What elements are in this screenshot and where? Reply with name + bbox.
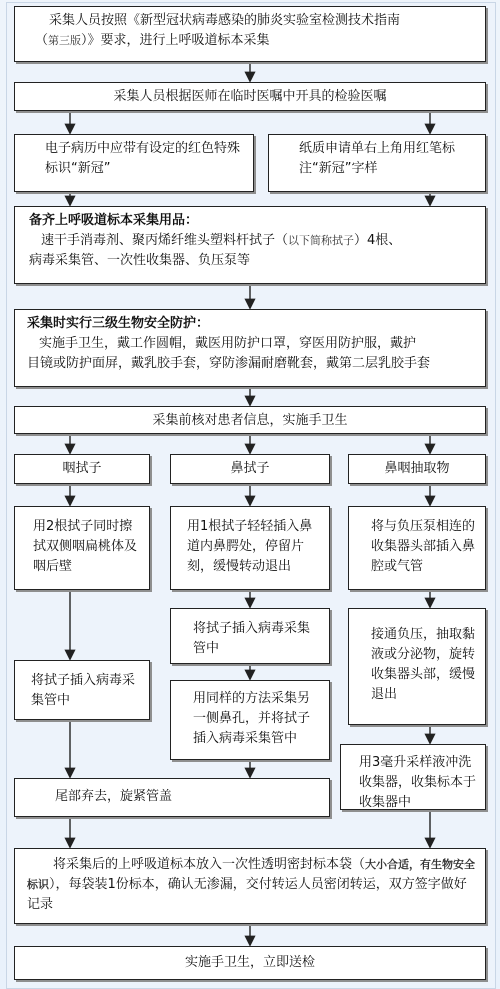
step-guideline [14, 6, 486, 62]
bag-text-prefix: 将采集后的上呼吸道标本放入一次性透明密封标本袋（ [53, 857, 366, 872]
bag-size-note: 大小合适，有生物安全标识 [27, 858, 476, 891]
step-electronic-record [14, 134, 254, 192]
column-head-nasal-swab [170, 454, 330, 484]
supplies-line2: 病毒采集管、一次性收集器、负压泵等 [29, 253, 251, 268]
nasopharyngeal-step-suction-text: 接通负压，抽取黏液或分泌物，旋转收集器头部，缓慢退出 [371, 627, 476, 702]
supplies-line1-prefix: 速干手消毒剂、聚丙烯纤维头塑料杆拭子（ [41, 233, 289, 248]
step-electronic-record-text: 电子病历中应带有设定的红色特殊标识“新冠” [45, 141, 241, 176]
throat-step-insert [14, 660, 150, 720]
bag-text-suffix: ），每袋装1份标本，确认无渗漏，交付转运人员密闭转运，双方签字做好记录 [27, 877, 467, 912]
step-guideline-line2 [35, 31, 477, 51]
step-bag-transport [14, 848, 486, 924]
guide-paren-open: （ [35, 33, 49, 48]
step-hand-hygiene-send [14, 946, 486, 980]
throat-step-insert-text: 将拭子插入病毒采集管中 [31, 673, 136, 708]
supplies-line1 [29, 231, 477, 251]
step-prepare-supplies [14, 206, 486, 284]
column-head-nasopharyngeal [348, 454, 486, 484]
supplies-line1-suffix: ）4根、 [354, 233, 402, 248]
guide-edition: 第三版 [48, 34, 82, 47]
step-paper-request-text: 纸质申请单右上角用红笔标注“新冠”字样 [299, 141, 456, 176]
step-hand-hygiene-send-text: 实施手卫生，立即送检 [184, 955, 315, 970]
step-doctor-order [14, 82, 486, 111]
biosafety-line2: 目镜或防护面屏，戴乳胶手套，穿防渗漏耐磨靴套，戴第二层乳胶手套 [27, 356, 431, 371]
nasopharyngeal-step-rinse [340, 744, 486, 810]
nasopharyngeal-step-insert-collector [348, 506, 486, 590]
supplies-title: 备齐上呼吸道标本采集用品： [29, 213, 199, 228]
nasal-step-swab [170, 506, 330, 590]
biosafety-line1: 实施手卫生，戴工作圆帽，戴医用防护口罩，穿医用防护服，戴护 [39, 336, 417, 351]
column-head-throat-swab [14, 454, 150, 484]
nasal-step-other-nostril-text: 用同样的方法采集另一侧鼻孔，并将拭子插入病毒采集管中 [193, 691, 311, 746]
step-verify-patient [14, 406, 486, 434]
nasal-step-insert [170, 608, 330, 664]
nasal-step-other-nostril [170, 680, 330, 760]
supplies-abbrev-note: 以下简称拭子 [288, 234, 355, 247]
step-verify-patient-text: 采集前核对患者信息，实施手卫生 [152, 413, 348, 428]
step-paper-request [268, 134, 486, 192]
nasal-step-swab-text: 用1根拭子轻轻插入鼻道内鼻腭处，停留片刻，缓慢转动退出 [187, 519, 313, 574]
nasopharyngeal-step-suction [348, 608, 486, 725]
step-break-tail-cap [14, 778, 330, 817]
nasal-step-insert-text: 将拭子插入病毒采集管中 [193, 621, 311, 656]
step-doctor-order-text: 采集人员根据医师在临时医嘱中开具的检验医嘱 [113, 89, 387, 104]
step-break-tail-cap-text: 尾部弃去，旋紧管盖 [55, 789, 173, 804]
nasopharyngeal-step-rinse-text: 用3毫升采样液冲洗收集器，收集标本于收集器中 [359, 755, 477, 810]
biosafety-title: 采集时实行三级生物安全防护： [27, 316, 210, 331]
throat-step-swab-text: 用2根拭子同时擦拭双侧咽扁桃体及咽后壁 [33, 519, 138, 574]
step-guideline-line1: 采集人员按照《新型冠状病毒感染的肺炎实验室检测技术指南 [49, 13, 401, 28]
throat-step-swab [14, 506, 150, 590]
step-biosafety [14, 309, 486, 387]
column-head-throat-swab-text: 咽拭子 [62, 461, 102, 476]
column-head-nasal-swab-text: 鼻拭子 [230, 461, 270, 476]
guide-suffix: ）》要求，进行上呼吸道标本采集 [81, 33, 270, 48]
column-head-nasopharyngeal-text: 鼻咽抽取物 [384, 461, 450, 476]
nasopharyngeal-step-insert-collector-text: 将与负压泵相连的收集器头部插入鼻腔或气管 [371, 519, 476, 574]
